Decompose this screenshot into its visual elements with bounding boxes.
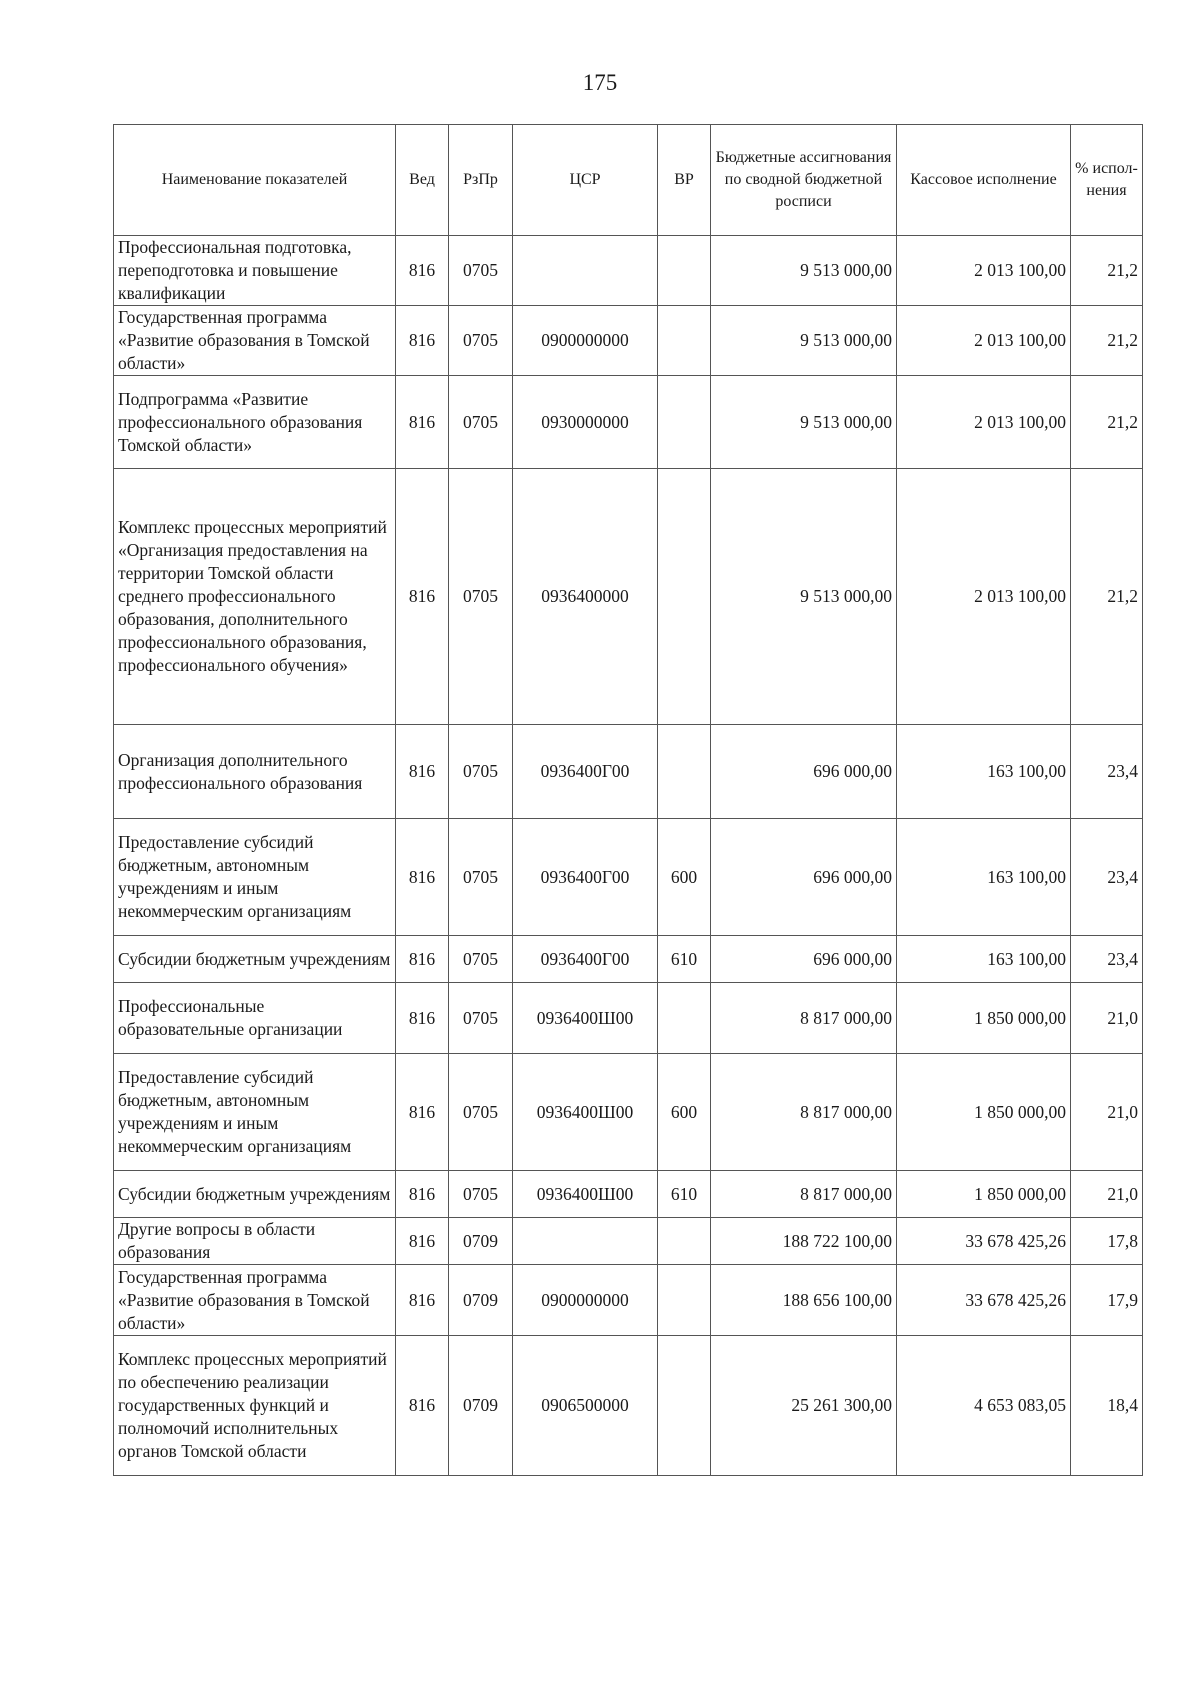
cell-csr [513, 1218, 658, 1265]
cell-name: Подпрограмма «Развитие профессионального образования Томской области» [114, 376, 396, 469]
cell-percent: 21,0 [1071, 1171, 1143, 1218]
cell-csr: 0936400Г00 [513, 819, 658, 936]
cell-rzpr: 0705 [449, 376, 513, 469]
cell-rzpr: 0709 [449, 1265, 513, 1336]
cell-rzpr: 0709 [449, 1218, 513, 1265]
cell-percent: 23,4 [1071, 725, 1143, 819]
col-header-csr: ЦСР [513, 125, 658, 236]
cell-rzpr: 0705 [449, 1054, 513, 1171]
cell-vr [658, 1336, 711, 1476]
cell-cash-execution: 2 013 100,00 [897, 306, 1071, 376]
cell-cash-execution: 2 013 100,00 [897, 236, 1071, 306]
col-header-name: Наименование показателей [114, 125, 396, 236]
cell-ved: 816 [396, 819, 449, 936]
cell-cash-execution: 163 100,00 [897, 936, 1071, 983]
cell-ved: 816 [396, 1336, 449, 1476]
cell-name: Другие вопросы в области образования [114, 1218, 396, 1265]
cell-cash-execution: 33 678 425,26 [897, 1218, 1071, 1265]
col-header-assignments: Бюджетные ассигнования по сводной бюджетной росписи [711, 125, 897, 236]
table-body [114, 236, 1143, 1476]
cell-assignments: 9 513 000,00 [711, 376, 897, 469]
cell-csr: 0936400Г00 [513, 725, 658, 819]
cell-ved: 816 [396, 376, 449, 469]
cell-assignments: 696 000,00 [711, 725, 897, 819]
table-row [114, 819, 1143, 936]
cell-name: Предоставление субсидий бюджетным, автономным учреждениям и иным некоммерческим организациям [114, 819, 396, 936]
cell-ved: 816 [396, 983, 449, 1054]
col-header-vr: ВР [658, 125, 711, 236]
cell-ved: 816 [396, 936, 449, 983]
cell-vr [658, 306, 711, 376]
table-row [114, 1218, 1143, 1265]
table-row [114, 236, 1143, 306]
cell-csr: 0906500000 [513, 1336, 658, 1476]
cell-cash-execution: 33 678 425,26 [897, 1265, 1071, 1336]
cell-assignments: 696 000,00 [711, 936, 897, 983]
cell-assignments: 9 513 000,00 [711, 236, 897, 306]
cell-csr [513, 236, 658, 306]
cell-cash-execution: 2 013 100,00 [897, 376, 1071, 469]
cell-name: Государственная программа «Развитие образования в Томской области» [114, 306, 396, 376]
cell-percent: 17,9 [1071, 1265, 1143, 1336]
cell-ved: 816 [396, 1054, 449, 1171]
cell-percent: 21,0 [1071, 983, 1143, 1054]
cell-rzpr: 0705 [449, 983, 513, 1054]
cell-csr: 0936400Ш00 [513, 1054, 658, 1171]
cell-cash-execution: 4 653 083,05 [897, 1336, 1071, 1476]
cell-rzpr: 0705 [449, 469, 513, 725]
col-header-ved: Вед [396, 125, 449, 236]
cell-vr: 610 [658, 1171, 711, 1218]
cell-cash-execution: 163 100,00 [897, 725, 1071, 819]
cell-csr: 0900000000 [513, 306, 658, 376]
cell-vr [658, 236, 711, 306]
cell-cash-execution: 1 850 000,00 [897, 1171, 1071, 1218]
cell-cash-execution: 2 013 100,00 [897, 469, 1071, 725]
cell-assignments: 188 722 100,00 [711, 1218, 897, 1265]
cell-vr [658, 1265, 711, 1336]
cell-name: Профессиональные образовательные организации [114, 983, 396, 1054]
cell-assignments: 8 817 000,00 [711, 983, 897, 1054]
cell-csr: 0936400Ш00 [513, 983, 658, 1054]
cell-vr [658, 725, 711, 819]
cell-percent: 21,2 [1071, 306, 1143, 376]
col-header-percent: % испол-нения [1071, 125, 1143, 236]
cell-vr [658, 376, 711, 469]
table-row [114, 306, 1143, 376]
cell-ved: 816 [396, 1265, 449, 1336]
cell-ved: 816 [396, 725, 449, 819]
cell-csr: 0936400Ш00 [513, 1171, 658, 1218]
cell-ved: 816 [396, 1218, 449, 1265]
table-row [114, 936, 1143, 983]
table-row [114, 469, 1143, 725]
cell-csr: 0936400000 [513, 469, 658, 725]
cell-name: Организация дополнительного профессионального образования [114, 725, 396, 819]
cell-rzpr: 0705 [449, 936, 513, 983]
cell-rzpr: 0705 [449, 725, 513, 819]
budget-table [113, 124, 1143, 1476]
cell-cash-execution: 1 850 000,00 [897, 983, 1071, 1054]
cell-ved: 816 [396, 1171, 449, 1218]
cell-name: Профессиональная подготовка, переподготовка и повышение квалификации [114, 236, 396, 306]
cell-name: Комплекс процессных мероприятий по обеспечению реализации государственных функций и полномочий исполнительных органов Томской области [114, 1336, 396, 1476]
cell-percent: 21,2 [1071, 236, 1143, 306]
cell-vr: 610 [658, 936, 711, 983]
col-header-cash-execution: Кассовое исполнение [897, 125, 1071, 236]
cell-rzpr: 0709 [449, 1336, 513, 1476]
table-row [114, 1265, 1143, 1336]
cell-name: Субсидии бюджетным учреждениям [114, 1171, 396, 1218]
cell-ved: 816 [396, 236, 449, 306]
cell-rzpr: 0705 [449, 819, 513, 936]
cell-csr: 0936400Г00 [513, 936, 658, 983]
col-header-rzpr: РзПр [449, 125, 513, 236]
cell-percent: 21,0 [1071, 1054, 1143, 1171]
cell-ved: 816 [396, 306, 449, 376]
cell-assignments: 9 513 000,00 [711, 469, 897, 725]
cell-percent: 21,2 [1071, 376, 1143, 469]
cell-percent: 21,2 [1071, 469, 1143, 725]
cell-assignments: 9 513 000,00 [711, 306, 897, 376]
cell-rzpr: 0705 [449, 306, 513, 376]
cell-name: Предоставление субсидий бюджетным, автономным учреждениям и иным некоммерческим организациям [114, 1054, 396, 1171]
table-row [114, 983, 1143, 1054]
cell-percent: 23,4 [1071, 819, 1143, 936]
cell-name: Государственная программа «Развитие образования в Томской области» [114, 1265, 396, 1336]
table-row [114, 1336, 1143, 1476]
cell-percent: 23,4 [1071, 936, 1143, 983]
cell-percent: 18,4 [1071, 1336, 1143, 1476]
cell-rzpr: 0705 [449, 1171, 513, 1218]
table-row [114, 1054, 1143, 1171]
cell-vr [658, 983, 711, 1054]
cell-vr: 600 [658, 819, 711, 936]
cell-vr [658, 469, 711, 725]
cell-vr [658, 1218, 711, 1265]
table-header-row [114, 125, 1143, 236]
cell-name: Субсидии бюджетным учреждениям [114, 936, 396, 983]
cell-assignments: 188 656 100,00 [711, 1265, 897, 1336]
cell-assignments: 8 817 000,00 [711, 1054, 897, 1171]
cell-csr: 0900000000 [513, 1265, 658, 1336]
cell-vr: 600 [658, 1054, 711, 1171]
cell-assignments: 696 000,00 [711, 819, 897, 936]
cell-rzpr: 0705 [449, 236, 513, 306]
cell-cash-execution: 163 100,00 [897, 819, 1071, 936]
cell-assignments: 25 261 300,00 [711, 1336, 897, 1476]
table-row [114, 1171, 1143, 1218]
cell-ved: 816 [396, 469, 449, 725]
page-number: 175 [582, 70, 618, 95]
cell-percent: 17,8 [1071, 1218, 1143, 1265]
cell-assignments: 8 817 000,00 [711, 1171, 897, 1218]
cell-name: Комплекс процессных мероприятий «Организация предоставления на территории Томской области среднего профессионального образования, дополнительного профессионального образования, профессионального обучения» [114, 469, 396, 725]
table-row [114, 725, 1143, 819]
cell-cash-execution: 1 850 000,00 [897, 1054, 1071, 1171]
cell-csr: 0930000000 [513, 376, 658, 469]
table-row [114, 376, 1143, 469]
